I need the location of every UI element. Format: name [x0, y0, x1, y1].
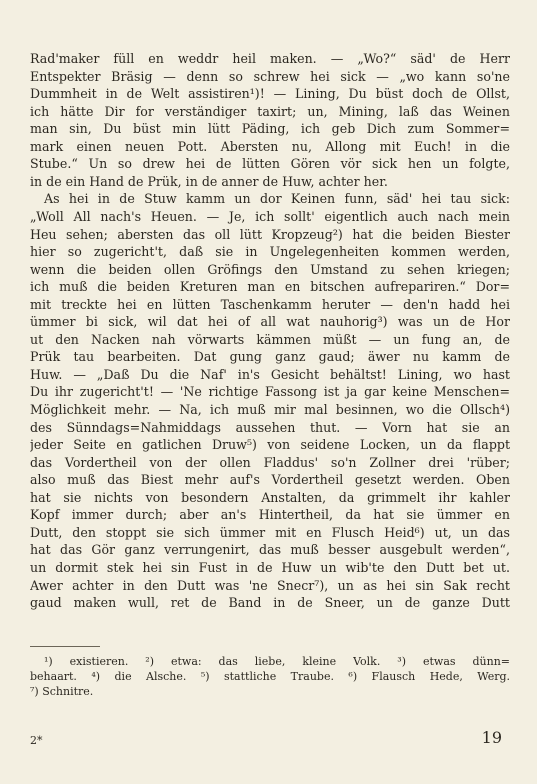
text-line: Dutt, den stoppt sie sich ümmer mit en Flusch Heid⁶) ut, un das	[30, 524, 510, 540]
footnote-rule	[30, 646, 100, 647]
text-line: ümmer bi sick, wil dat hei of all wat nauhorig³) was un de Hor	[30, 314, 510, 330]
text-line: ich hätte Dir for verständiger taxirt; un, Mining, laß das Weinen	[30, 103, 510, 119]
text-line: gaud maken wull, ret de Band in de Sneer, un de ganze Dutt	[30, 595, 510, 611]
text-line: hier so zugericht't, daß sie in Ungelegenheiten kommen werden,	[30, 244, 510, 260]
text-line: Dummheit in de Welt assistiren¹)! — Lining, Du büst doch de Ollst,	[30, 86, 510, 102]
footnote-line: ⁷) Schnitre.	[30, 685, 94, 698]
text-line: „Woll All nach's Heuen. — Je, ich sollt' eigentlich auch nach mein	[30, 208, 510, 224]
text-line: un dormit stek hei sin Fust in de Huw un wib'te den Dutt bet ut.	[30, 559, 510, 575]
book-page	[30, 10, 510, 780]
text-line: des Sünndags=Nahmiddags aussehen thut. — Vorn hat sie an	[30, 419, 510, 435]
text-line: Möglichkeit mehr. — Na, ich muß mir mal besinnen, wo die Ollsch⁴)	[30, 402, 510, 417]
text-line: also muß das Biest mehr auf's Vordertheil gesetzt werden. Oben	[30, 472, 510, 488]
footnote-line: behaart. ⁴) die Alsche. ⁵) stattliche Traube. ⁶) Flausch Hede, Werg.	[30, 670, 510, 683]
text-line: Huw. — „Daß Du die Naf' in's Gesicht behältst! Lining, wo hast	[30, 366, 510, 382]
page-number: 19	[481, 728, 502, 747]
text-line: man sin, Du büst min lütt Päding, ich geb Dich zum Sommer=	[30, 121, 510, 137]
footnote-line: ¹) existieren. ²) etwa: das liebe, kleine Volk. ³) etwas dünn=	[44, 655, 510, 668]
text-line: mit treckte hei en lütten Taschenkamm heruter — den'n hadd hei	[30, 296, 510, 312]
text-line: Stube.“ Un so drew hei de lütten Gören vör sick hen un folgte,	[30, 156, 510, 172]
text-line: wenn die beiden ollen Gröfings den Umstand zu sehen kriegen;	[30, 261, 510, 277]
text-line: Kopf immer durch; aber an's Hintertheil, da hat sie ümmer en	[30, 507, 510, 523]
text-line: das Vordertheil von der ollen Fladdus' so'n Zollner drei 'rüber;	[30, 454, 510, 470]
text-line: hat sie nichts von besondern Anstalten, da grimmelt ihr kahler	[30, 489, 510, 505]
text-line: Prük tau bearbeiten. Dat gung ganz gaud; äwer nu kamm de	[30, 349, 510, 365]
signature-mark: 2*	[30, 734, 43, 747]
text-line: hat das Gör ganz verrungenirt, das muß besser ausgebult werden“,	[30, 542, 510, 558]
text-line: ich muß die beiden Kreturen man en bitschen aufrepariren.“ Dor=	[30, 279, 510, 295]
text-line: jeder Seite en gatlichen Druw⁵) von seidene Locken, un da flappt	[30, 437, 510, 453]
text-line: Du ihr zugericht't! — 'Ne richtige Fassong ist ja gar keine Menschen=	[30, 384, 510, 400]
text-line: Rad'maker füll en weddr heil maken. — „Wo?“ säd' de Herr	[30, 51, 510, 66]
text-line: Entspekter Bräsig — denn so schrew hei sick — „wo kann so'ne	[30, 68, 510, 84]
text-line: mark einen neuen Pott. Abersten nu, Allong mit Euch! in die	[30, 138, 510, 154]
text-line: Heu sehen; abersten das oll lütt Kropzeug²) hat die beiden Biester	[30, 226, 510, 242]
text-line: in de ein Hand de Prük, in de anner de Huw, achter her.	[30, 173, 388, 189]
text-line: As hei in de Stuw kamm un dor Keinen funn, säd' hei tau sick:	[44, 191, 510, 207]
text-line: ut den Nacken nah vörwarts kämmen müßt — un fung an, de	[30, 331, 510, 347]
text-line: Awer achter in den Dutt was 'ne Snecr⁷), un as hei sin Sak recht	[30, 577, 510, 593]
